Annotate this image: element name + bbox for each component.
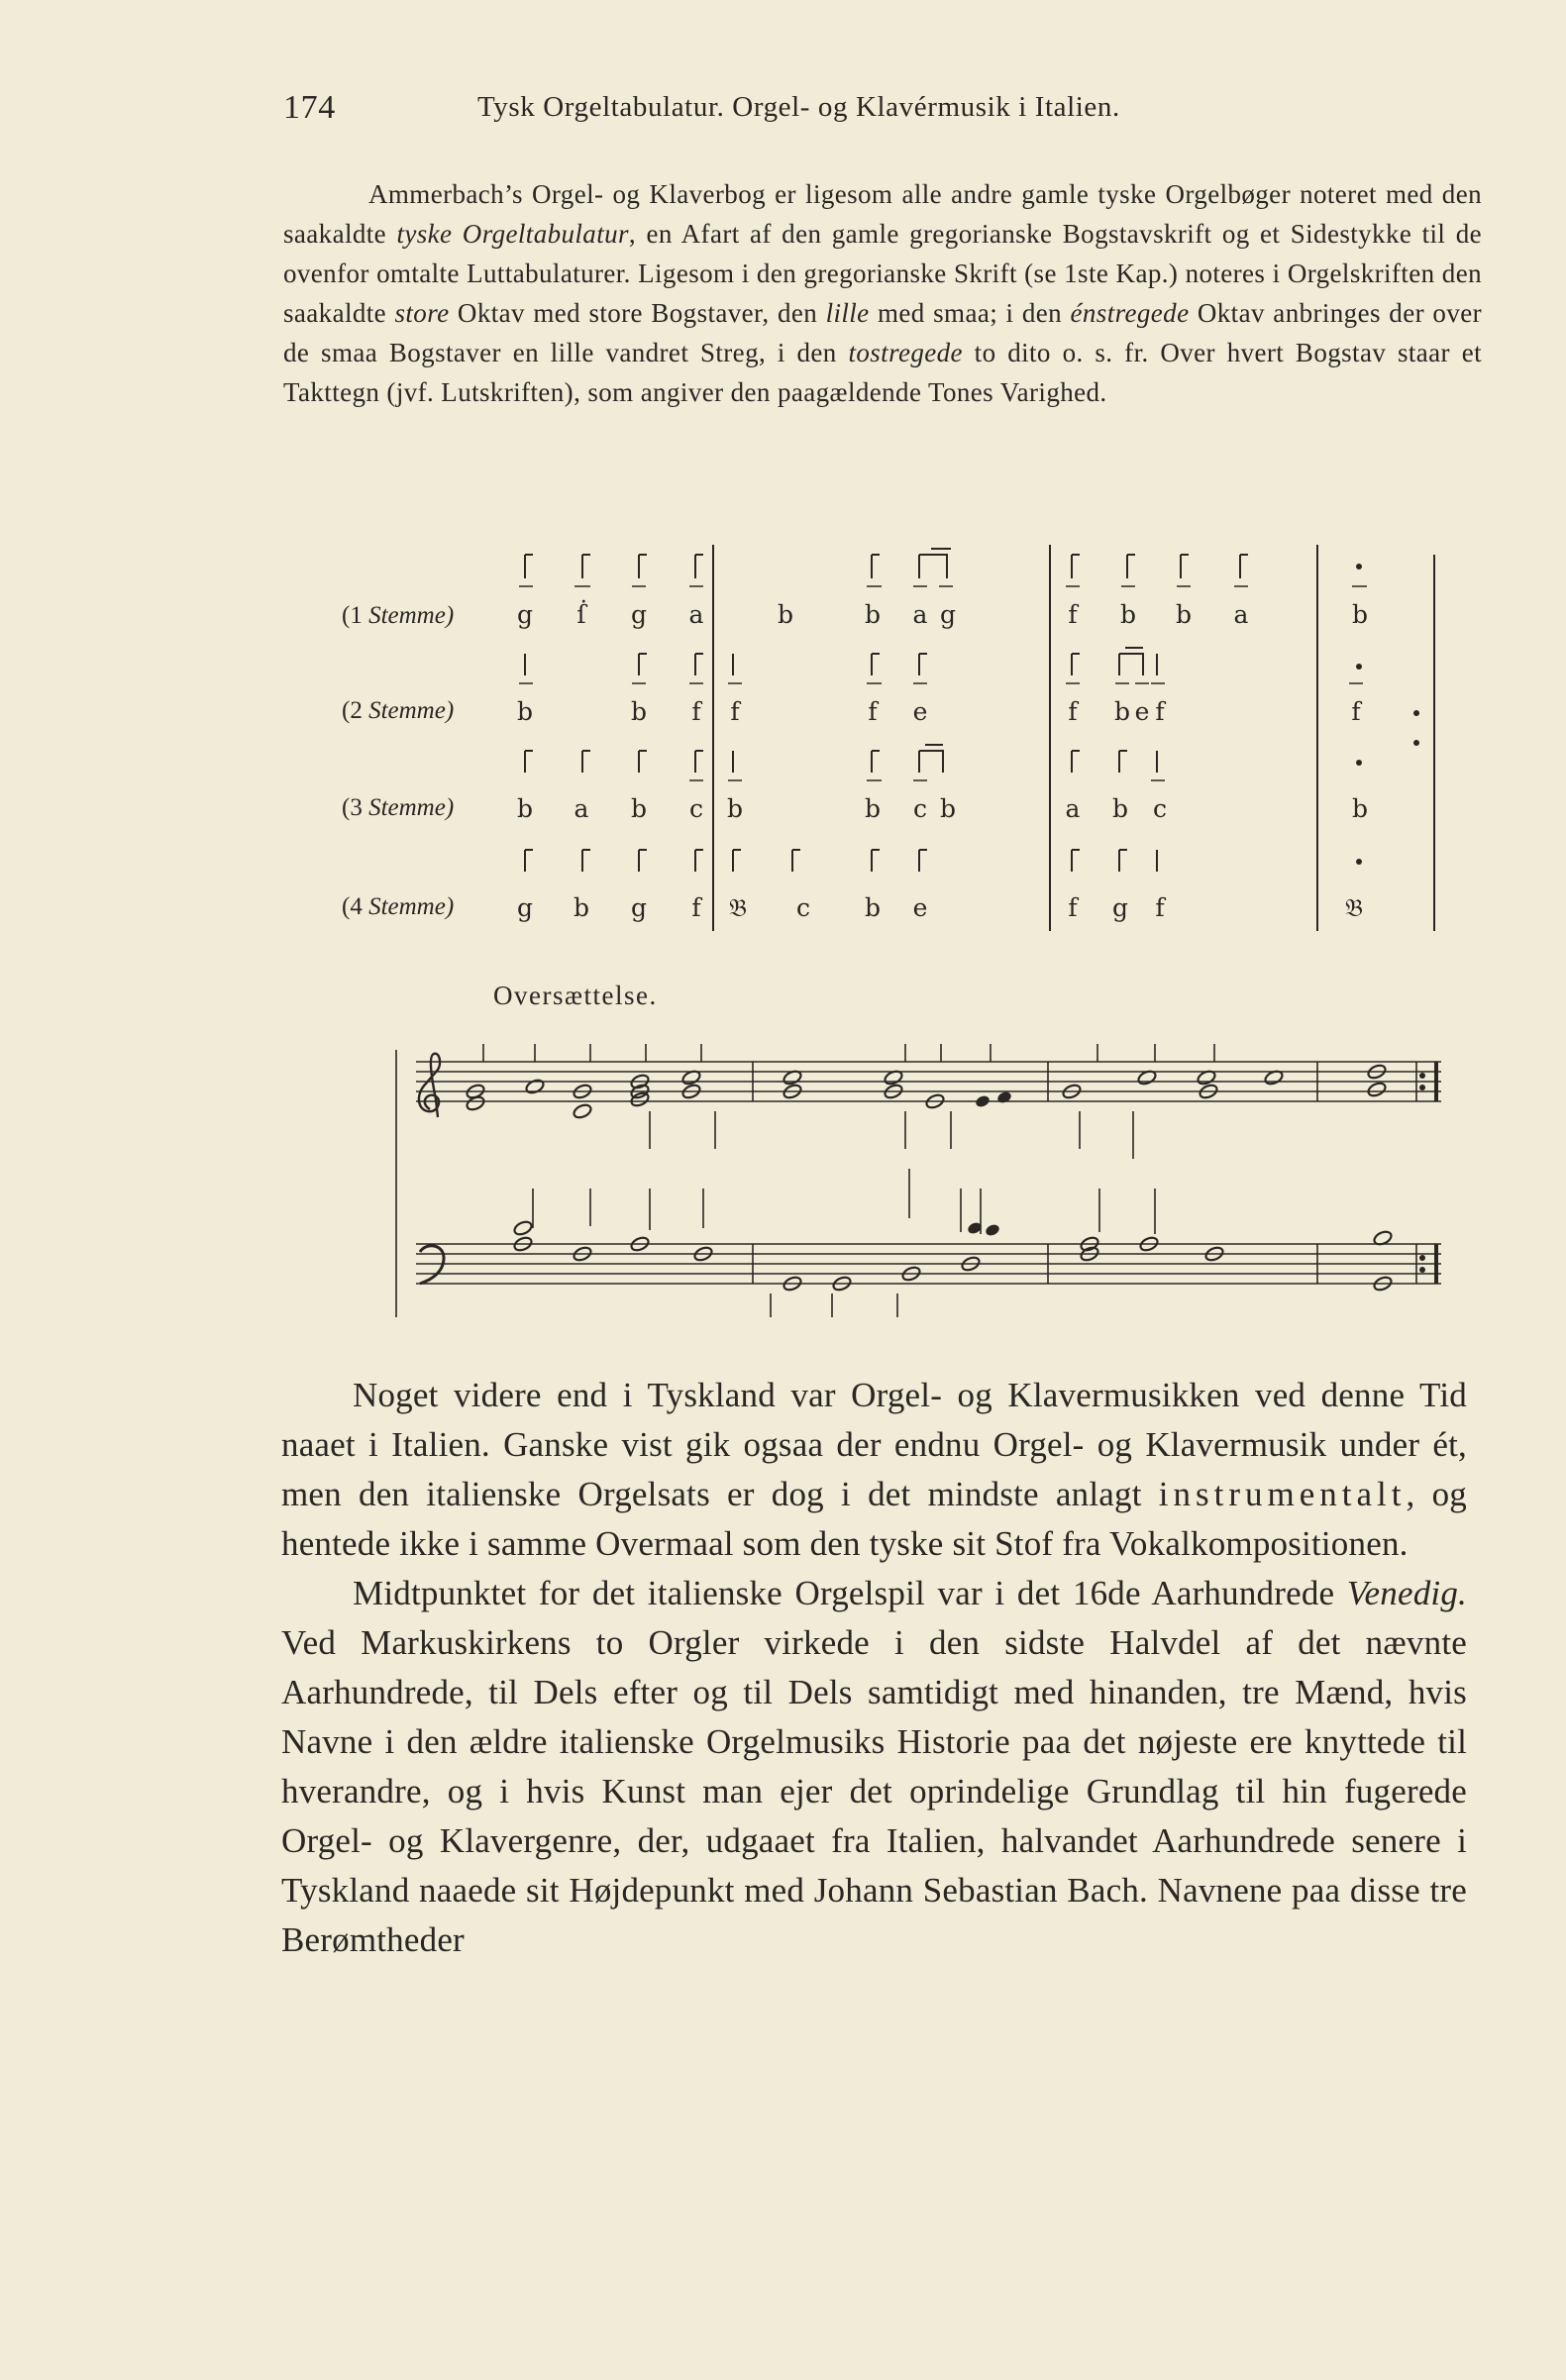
tab-letter: a: [1065, 794, 1081, 823]
filled-noteheads: [967, 1073, 1425, 1273]
music-score: [386, 1040, 1456, 1327]
body-paragraph-1: Noget videre end i Tyskland var Orgel- og Klavermusikken ved denne Tid naaet i Italien. Ganske vist gik ogsaa der endnu Orgel- og Klavermusik under ét, men den italienske Orgelsats er dog i det mindste anlagt instrumentalt, og hentede ikke i samme Overmaal som den tyske sit Stof fra Vokalkompositionen.: [281, 1376, 1467, 1563]
tab-letter: b: [939, 794, 956, 823]
tab-letter: g: [516, 893, 533, 922]
tab-letter: c: [912, 794, 927, 823]
tab-letter: e: [912, 697, 928, 726]
tab-letter: b: [1113, 697, 1130, 726]
tab-letter: f: [1155, 893, 1165, 922]
tab-letter: f: [1155, 697, 1165, 726]
page-header: [283, 89, 1274, 137]
organ-tabulature: [297, 535, 1446, 961]
tab-letter: b: [630, 794, 647, 823]
tab-letter: ẛ: [576, 600, 586, 629]
tab-letter: f: [730, 697, 740, 726]
voice-1-label: (1 Stemme): [342, 602, 455, 629]
tab-letter: g: [630, 893, 647, 922]
tab-letter: c: [1152, 794, 1167, 823]
voice-2-label: (2 Stemme): [342, 697, 455, 724]
bass-staff: [416, 1244, 1441, 1284]
tab-letter: b: [864, 600, 881, 629]
body-text: [281, 1371, 1467, 1965]
tab-letter: a: [574, 794, 589, 823]
tab-letter: g: [516, 600, 533, 629]
tab-letter: b: [864, 893, 881, 922]
tab-letter: g: [630, 600, 647, 629]
tab-letter: f: [1068, 600, 1078, 629]
tab-letter: e: [912, 893, 928, 922]
translation-caption: Oversættelse.: [493, 981, 658, 1010]
tab-letter: b: [516, 794, 533, 823]
tab-letter: a: [1233, 600, 1249, 629]
tab-letter: e: [1134, 697, 1150, 726]
body-paragraph-2: Midtpunktet for det italienske Orgelspil var i det 16de Aarhundrede Venedig. Ved Markuskirkens to Orgler virkede i den sidste Halvdel af det nævnte Aarhundrede, til Dels efter og til Dels samtidigt med hinanden, tre Mænd, hvis Navne i den ældre italienske Orgelmusiks Historie paa det nøjeste ere knyttede til hverandre, og i hvis Kunst man ejer det oprindelige Grundlag til hin fugerede Orgel- og Klavergenre, der, udgaaet fra Italien, halvandet Aarhundrede senere i Tyskland naaede sit Højdepunkt med Johann Sebastian Bach. Navnene paa disse tre Berømtheder: [281, 1574, 1467, 1959]
tab-letter: f: [1068, 893, 1078, 922]
tab-letter: b: [777, 600, 793, 629]
tab-letter: b: [516, 697, 533, 726]
tab-letter: f: [691, 697, 701, 726]
bass-clef: [420, 1246, 444, 1284]
tab-letter: g: [1111, 893, 1128, 922]
page-number: 174: [283, 89, 336, 126]
tab-letter: b: [1351, 794, 1368, 823]
tab-letter: c: [688, 794, 703, 823]
voice-3-label: (3 Stemme): [342, 794, 455, 821]
tab-letter: f: [691, 893, 701, 922]
tab-letter: b: [1111, 794, 1128, 823]
tab-letter: c: [795, 893, 810, 922]
intro-paragraph: Ammerbach’s Orgel- og Klaverbog er ligesom alle andre gamle tyske Orgelbøger noteret med den saakaldte tyske Orgeltabulatur, en Afart af den gamle gregorianske Bogstavskrift og et Sidestykke til de ovenfor omtalte Luttabulaturer. Ligesom i den gregorianske Skrift (se 1ste Kap.) noteres i Orgelskriften den saakaldte store Oktav med store Bogstaver, den lille med smaa; i den énstregede Oktav anbringes der over de smaa Bogstaver en lille vandret Streg, i den tostregede to dito o. s. fr. Over hvert Bogstav staar et Takttegn (jvf. Lutskriften), som angiver den paagældende Tones Varighed.: [283, 179, 1482, 407]
tab-letter: b: [1175, 600, 1192, 629]
tab-letter: b: [1351, 600, 1368, 629]
tab-letter: b: [1119, 600, 1136, 629]
tab-letter: a: [688, 600, 704, 629]
voice-4-label: (4 Stemme): [342, 893, 455, 920]
tab-letter: a: [912, 600, 928, 629]
score-barlines: [753, 1062, 1436, 1284]
running-title: Tysk Orgeltabulatur. Orgel- og Klavérmusik i Italien.: [477, 91, 1120, 123]
tab-letter: b: [630, 697, 647, 726]
treble-clef: [419, 1054, 440, 1117]
tab-letter: f: [868, 697, 878, 726]
tab-letter: f: [1068, 697, 1078, 726]
tab-letter: b: [573, 893, 589, 922]
tab-letter: b: [726, 794, 743, 823]
tab-letter: f: [1351, 697, 1361, 726]
tab-letter: 𝔅: [1344, 893, 1364, 922]
tab-letter: b: [864, 794, 881, 823]
tab-letter: 𝔅: [728, 893, 748, 922]
treble-staff: [416, 1062, 1441, 1101]
bass-stems: [533, 1169, 1155, 1317]
noteheads: [466, 1063, 1394, 1293]
tab-letter: g: [939, 600, 956, 629]
